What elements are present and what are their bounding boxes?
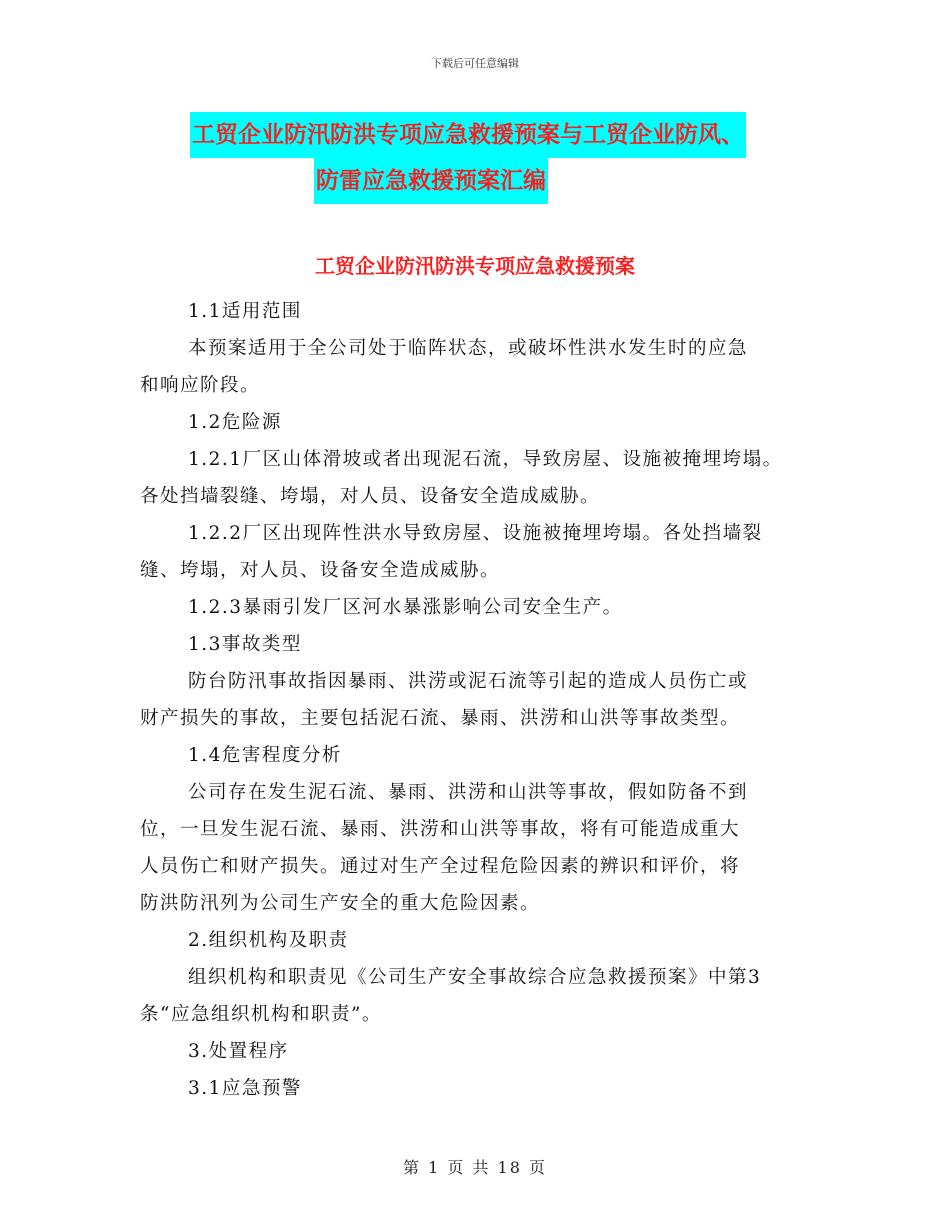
main-title-line-2: 防雷应急救援预案汇编 — [314, 158, 548, 204]
heading-1-2: 1.2危险源 — [188, 412, 282, 433]
heading-3: 3.处置程序 — [188, 1041, 289, 1062]
header-note: 下载后可任意编辑 — [431, 57, 519, 70]
paragraph-harm-analysis: 公司存在发生泥石流、暴雨、洪涝和山洪等事故，假如防备不到 位，一旦发生泥石流、暴雨、洪涝和山洪等事故，将有可能造成重大 人员伤亡和财产损失。通过对生产全过程危险因素的辨识和评价，将 防洪防汛列为公司生产安全的重大危险因素。 — [140, 782, 749, 914]
paragraph-hazard-3: 1.2.3暴雨引发厂区河水暴涨影响公司安全生产。 — [188, 597, 623, 618]
document-main-title — [190, 112, 850, 204]
heading-2: 2.组织机构及职责 — [188, 930, 349, 951]
heading-1-3: 1.3事故类型 — [188, 634, 302, 655]
paragraph-accident-types: 防台防汛事故指因暴雨、洪涝或泥石流等引起的造成人员伤亡或 财产损失的事故，主要包括泥石流、暴雨、洪涝和山洪等事故类型。 — [140, 671, 749, 729]
main-title-line-1: 工贸企业防汛防洪专项应急救援预案与工贸企业防风、 — [190, 112, 746, 158]
section-title: 工贸企业防汛防洪专项应急救援预案 — [315, 254, 635, 278]
document-body — [140, 293, 820, 1107]
paragraph-scope: 本预案适用于全公司处于临阵状态，或破坏性洪水发生时的应急 和响应阶段。 — [140, 338, 749, 396]
paragraph-hazard-2: 1.2.2厂区出现阵性洪水导致房屋、设施被掩埋垮塌。各处挡墙裂 缝、垮塌，对人员、设备安全造成威胁。 — [140, 523, 763, 581]
heading-3-1: 3.1应急预警 — [188, 1078, 302, 1099]
page-footer: 第 1 页 共 18 页 — [403, 1158, 547, 1177]
paragraph-organization: 组织机构和职责见《公司生产安全事故综合应急救援预案》中第3 条“应急组织机构和职责”。 — [140, 967, 762, 1025]
paragraph-hazard-1: 1.2.1厂区山体滑坡或者出现泥石流，导致房屋、设施被掩埋垮塌。 各处挡墙裂缝、垮塌，对人员、设备安全造成威胁。 — [140, 449, 783, 507]
heading-1-1: 1.1适用范围 — [188, 301, 302, 322]
heading-1-4: 1.4危害程度分析 — [188, 745, 342, 766]
